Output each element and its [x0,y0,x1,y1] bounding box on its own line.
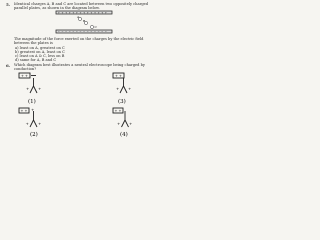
figure-2-electroscope [18,107,46,137]
charge-c-label: C [94,25,97,29]
svg-text:+: + [129,121,133,126]
svg-text:+: + [38,121,42,126]
leaf-left [120,86,124,93]
question-5-option-c[interactable]: c) least on A & C, less on B [15,53,65,58]
svg-text:+: + [117,121,121,126]
figure-4-electroscope [108,107,136,137]
leaf-right [34,120,38,127]
top-plate-charges: + + + + + + + + + + + + + + [58,10,107,15]
question-6-stem-line-1: Which diagram best illustrates a neutral electroscope being charged by [14,63,145,67]
charge-b-label: B [83,19,86,23]
leaf-right [125,120,129,127]
question-5-option-a[interactable]: a) least on A, greatest on C [15,45,65,50]
leaf-left [30,120,34,127]
leaf-left [122,120,126,127]
figure-4-label: (4) [120,132,128,138]
leaf-left [30,86,34,93]
svg-text:+: + [31,107,35,112]
question-5-option-b[interactable]: b) greatest on A, least on C [15,49,65,54]
question-5-number: 5. [6,2,11,7]
svg-text:+: + [128,86,132,91]
leaf-right [124,86,128,93]
svg-text:+ +: + + [115,74,122,78]
figure-1-label: (1) [28,99,36,105]
figure-2-label: (2) [30,132,38,138]
question-6-number: 6. [6,63,11,68]
svg-text:+: + [38,86,42,91]
charge-c [90,25,93,28]
svg-text:+ +: + + [21,74,28,78]
svg-text:+: + [26,86,30,91]
svg-text:+: + [116,86,120,91]
figure-3-label: (3) [118,99,126,105]
question-5-prompt-line-1: The magnitude of the force exerted on the charges by the electric field [14,37,144,41]
question-6-stem-line-2: conduction? [14,67,37,71]
svg-text:+ +: + + [114,109,122,113]
svg-text:+: + [25,121,29,126]
parallel-plates-diagram [56,11,116,35]
svg-text:+ +: + + [20,109,28,113]
question-5-stem-line-2: parallel plates, as shown in the diagram below. [14,6,100,10]
figure-3-electroscope [108,72,136,106]
question-5-prompt-line-2: between the plates is [14,41,53,45]
figure-1-electroscope [18,72,46,106]
charge-a-label: A [77,15,80,19]
question-5-stem-line-1: Identical charges A, B and C are located between two oppositely charged [14,2,149,6]
bottom-plate-charges: − − − − − − − − − − − − − − [58,29,107,34]
leaf-right [34,86,38,93]
question-5-option-d[interactable]: d) same for A, B and C [15,57,57,62]
